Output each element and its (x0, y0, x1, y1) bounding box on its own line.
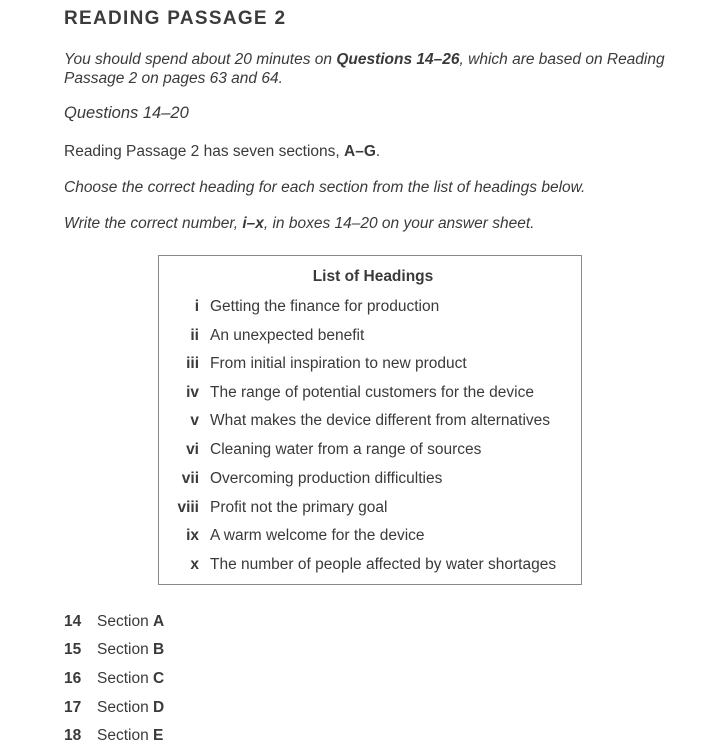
heading-text: Cleaning water from a range of sources (210, 441, 482, 458)
section-letter: C (153, 670, 165, 687)
heading-text: The number of people affected by water shortages (210, 556, 557, 573)
heading-text: A warm welcome for the device (210, 527, 425, 544)
question-section (97, 726, 163, 746)
heading-text: From initial inspiration to new product (210, 355, 467, 372)
write-text-pre: Write the correct number, (64, 215, 243, 232)
heading-numeral: ii (190, 327, 199, 344)
question-section (97, 698, 164, 718)
heading-numeral: vi (186, 441, 199, 458)
heading-numeral: x (190, 556, 199, 573)
write-instruction (64, 215, 534, 233)
section-letter: A (153, 613, 165, 630)
page-title: READING PASSAGE 2 (64, 8, 287, 29)
sections-instruction (64, 143, 380, 161)
heading-numeral: iv (186, 384, 199, 401)
sections-text-post: . (375, 143, 381, 160)
section-label: Section (97, 641, 149, 658)
section-label: Section (97, 670, 149, 687)
questions-range-heading: Questions 14–20 (64, 104, 189, 122)
intro-instructions (64, 50, 694, 88)
heading-text: The range of potential customers for the device (210, 384, 534, 401)
heading-numeral: ix (186, 527, 199, 544)
heading-numeral: i (194, 298, 199, 315)
question-number: 14 (64, 613, 82, 630)
question-number: 18 (64, 727, 82, 744)
question-number: 17 (64, 699, 82, 716)
heading-text: Profit not the primary goal (210, 499, 388, 516)
heading-numeral: iii (186, 355, 199, 372)
intro-text-bold: Questions 14–26 (336, 51, 460, 68)
section-label: Section (97, 727, 149, 744)
section-letter: B (153, 641, 165, 658)
question-section (97, 669, 164, 689)
headings-list-title: List of Headings (312, 268, 434, 285)
section-letter: D (153, 699, 165, 716)
intro-text-post: , which are based on Reading Passage 2 on pages 63 and 64. (64, 51, 665, 87)
question-number: 16 (64, 670, 82, 687)
heading-text: Overcoming production difficulties (210, 470, 443, 487)
section-label: Section (97, 699, 149, 716)
sections-text-bold: A–G (344, 143, 376, 160)
write-text-bold: i–x (242, 215, 264, 232)
intro-text-pre: You should spend about 20 minutes on (64, 51, 337, 68)
heading-text: What makes the device different from alternatives (210, 412, 551, 429)
heading-numeral: v (190, 412, 199, 429)
headings-list-box (158, 255, 582, 585)
section-letter: E (153, 727, 164, 744)
heading-text: An unexpected benefit (210, 327, 365, 344)
section-label: Section (97, 613, 149, 630)
heading-text: Getting the finance for production (210, 298, 440, 315)
question-section (97, 612, 164, 632)
question-number: 15 (64, 641, 82, 658)
question-section (97, 640, 164, 660)
choose-instruction: Choose the correct heading for each section from the list of headings below. (64, 179, 586, 196)
heading-numeral: vii (181, 470, 199, 487)
sections-text-pre: Reading Passage 2 has seven sections, (64, 143, 345, 160)
heading-numeral: viii (177, 499, 199, 516)
write-text-post: , in boxes 14–20 on your answer sheet. (263, 215, 535, 232)
